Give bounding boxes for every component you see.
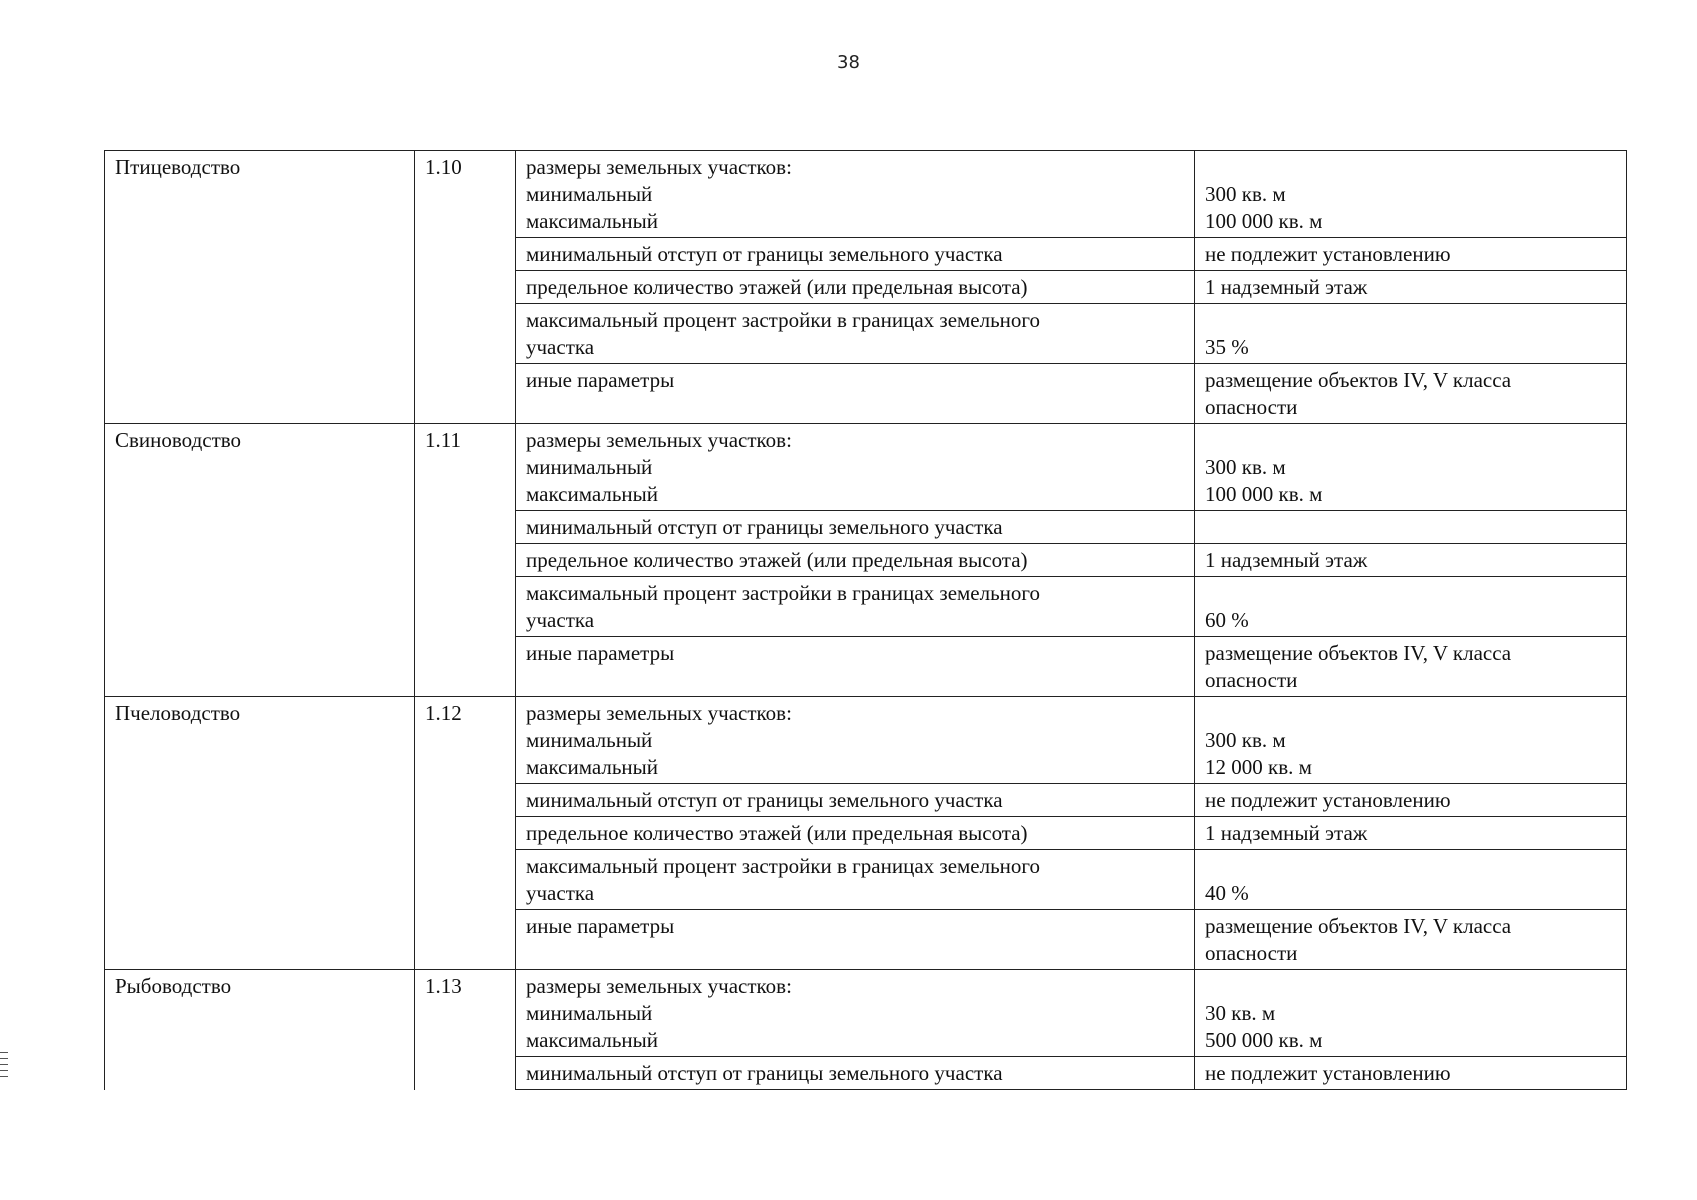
parameter-value: не подлежит установлению <box>1205 242 1451 266</box>
value-cell <box>1195 424 1627 511</box>
parameter-value: 300 кв. м <box>1205 182 1286 206</box>
activity-code: 1.11 <box>425 428 461 452</box>
activity-name-cell <box>105 697 415 970</box>
parameter-cell <box>516 910 1195 970</box>
activity-name: Птицеводство <box>115 155 241 179</box>
parameter-label: иные параметры <box>526 368 675 392</box>
table-row <box>105 151 1627 238</box>
value-cell <box>1195 817 1627 850</box>
parameter-value: размещение объектов IV, V класса <box>1205 914 1512 938</box>
parameter-label: минимальный <box>526 728 653 752</box>
parameter-cell <box>516 850 1195 910</box>
parameter-value: 500 000 кв. м <box>1205 1028 1323 1052</box>
parameter-cell <box>516 271 1195 304</box>
parameter-value <box>1205 580 1616 607</box>
parameter-cell <box>516 238 1195 271</box>
value-cell <box>1195 970 1627 1057</box>
parameter-label: максимальный процент застройки в границах земельного <box>526 308 1041 332</box>
parameter-label: размеры земельных участков: <box>526 701 792 725</box>
parameter-label: минимальный отступ от границы земельного участка <box>526 242 1003 266</box>
parameter-value <box>1205 154 1616 181</box>
activity-name-cell <box>105 970 415 1090</box>
value-cell <box>1195 637 1627 697</box>
value-cell <box>1195 364 1627 424</box>
value-cell <box>1195 850 1627 910</box>
parameter-label: максимальный процент застройки в границах земельного <box>526 581 1041 605</box>
parameter-label: минимальный <box>526 455 653 479</box>
value-cell <box>1195 304 1627 364</box>
parameter-cell <box>516 511 1195 544</box>
parameter-value: 30 кв. м <box>1205 1001 1276 1025</box>
parameter-label: предельное количество этажей (или предельная высота) <box>526 275 1028 299</box>
parameter-value: не подлежит установлению <box>1205 1061 1451 1085</box>
value-cell <box>1195 511 1627 544</box>
activity-code-cell <box>415 970 516 1090</box>
parameter-value <box>1205 700 1616 727</box>
activity-name: Пчеловодство <box>115 701 241 725</box>
parameter-value: 40 % <box>1205 881 1249 905</box>
parameter-label: иные параметры <box>526 641 675 665</box>
parameter-value: размещение объектов IV, V класса <box>1205 641 1512 665</box>
value-cell <box>1195 577 1627 637</box>
parameter-cell <box>516 1057 1195 1090</box>
value-cell <box>1195 238 1627 271</box>
parameter-label: предельное количество этажей (или предельная высота) <box>526 548 1028 572</box>
parameter-cell <box>516 637 1195 697</box>
parameter-value <box>1205 514 1616 541</box>
parameter-label: минимальный отступ от границы земельного участка <box>526 1061 1003 1085</box>
parameter-cell <box>516 364 1195 424</box>
table-row <box>105 424 1627 511</box>
table-row <box>105 697 1627 784</box>
parameter-value: опасности <box>1205 941 1298 965</box>
parameter-label: минимальный отступ от границы земельного участка <box>526 788 1003 812</box>
parameter-value: 300 кв. м <box>1205 728 1286 752</box>
parameter-cell <box>516 304 1195 364</box>
value-cell <box>1195 271 1627 304</box>
activity-code-cell <box>415 151 516 424</box>
value-cell <box>1195 697 1627 784</box>
parameter-cell <box>516 424 1195 511</box>
page-number: 38 <box>837 52 860 73</box>
parameter-value: опасности <box>1205 668 1298 692</box>
scan-margin-marks <box>0 1052 10 1082</box>
parameter-label: предельное количество этажей (или предельная высота) <box>526 821 1028 845</box>
parameter-cell <box>516 577 1195 637</box>
activity-name-cell <box>105 424 415 697</box>
parameter-value: 300 кв. м <box>1205 455 1286 479</box>
parameter-cell <box>516 970 1195 1057</box>
parameter-value: 1 надземный этаж <box>1205 548 1368 572</box>
parameter-value <box>1205 307 1616 334</box>
activity-name-cell <box>105 151 415 424</box>
activity-code: 1.13 <box>425 974 462 998</box>
parameter-value: 100 000 кв. м <box>1205 209 1323 233</box>
parameter-value: 12 000 кв. м <box>1205 755 1312 779</box>
value-cell <box>1195 544 1627 577</box>
value-cell <box>1195 910 1627 970</box>
parameter-value <box>1205 973 1616 1000</box>
parameter-label: участка <box>526 881 595 905</box>
table-row <box>105 970 1627 1057</box>
parameter-cell <box>516 544 1195 577</box>
parameter-label: размеры земельных участков: <box>526 155 792 179</box>
activity-name: Свиноводство <box>115 428 242 452</box>
parameter-label: размеры земельных участков: <box>526 428 792 452</box>
activity-name: Рыбоводство <box>115 974 232 998</box>
activity-code: 1.10 <box>425 155 462 179</box>
parameter-label: минимальный <box>526 182 653 206</box>
parameter-label: размеры земельных участков: <box>526 974 792 998</box>
parameter-label: максимальный процент застройки в границах земельного <box>526 854 1041 878</box>
parameter-value: 60 % <box>1205 608 1249 632</box>
parameter-value <box>1205 427 1616 454</box>
parameter-cell <box>516 697 1195 784</box>
parameter-cell <box>516 151 1195 238</box>
parameter-label: участка <box>526 608 595 632</box>
parameter-value: 100 000 кв. м <box>1205 482 1323 506</box>
parameter-value <box>1205 853 1616 880</box>
value-cell <box>1195 151 1627 238</box>
parameter-label: максимальный <box>526 755 658 779</box>
parameter-value: не подлежит установлению <box>1205 788 1451 812</box>
parameter-value: 1 надземный этаж <box>1205 275 1368 299</box>
parameter-label: иные параметры <box>526 914 675 938</box>
parameter-label: участка <box>526 335 595 359</box>
parameter-label: максимальный <box>526 209 658 233</box>
activity-code: 1.12 <box>425 701 462 725</box>
parameter-value: размещение объектов IV, V класса <box>1205 368 1512 392</box>
parameter-label: минимальный <box>526 1001 653 1025</box>
activity-code-cell <box>415 697 516 970</box>
land-use-parameters-table <box>104 150 1627 1090</box>
value-cell <box>1195 1057 1627 1090</box>
parameter-label: минимальный отступ от границы земельного участка <box>526 515 1003 539</box>
parameter-cell <box>516 817 1195 850</box>
parameter-value: опасности <box>1205 395 1298 419</box>
parameter-label: максимальный <box>526 482 658 506</box>
value-cell <box>1195 784 1627 817</box>
activity-code-cell <box>415 424 516 697</box>
parameter-value: 35 % <box>1205 335 1249 359</box>
parameter-label: максимальный <box>526 1028 658 1052</box>
parameter-value: 1 надземный этаж <box>1205 821 1368 845</box>
parameter-cell <box>516 784 1195 817</box>
